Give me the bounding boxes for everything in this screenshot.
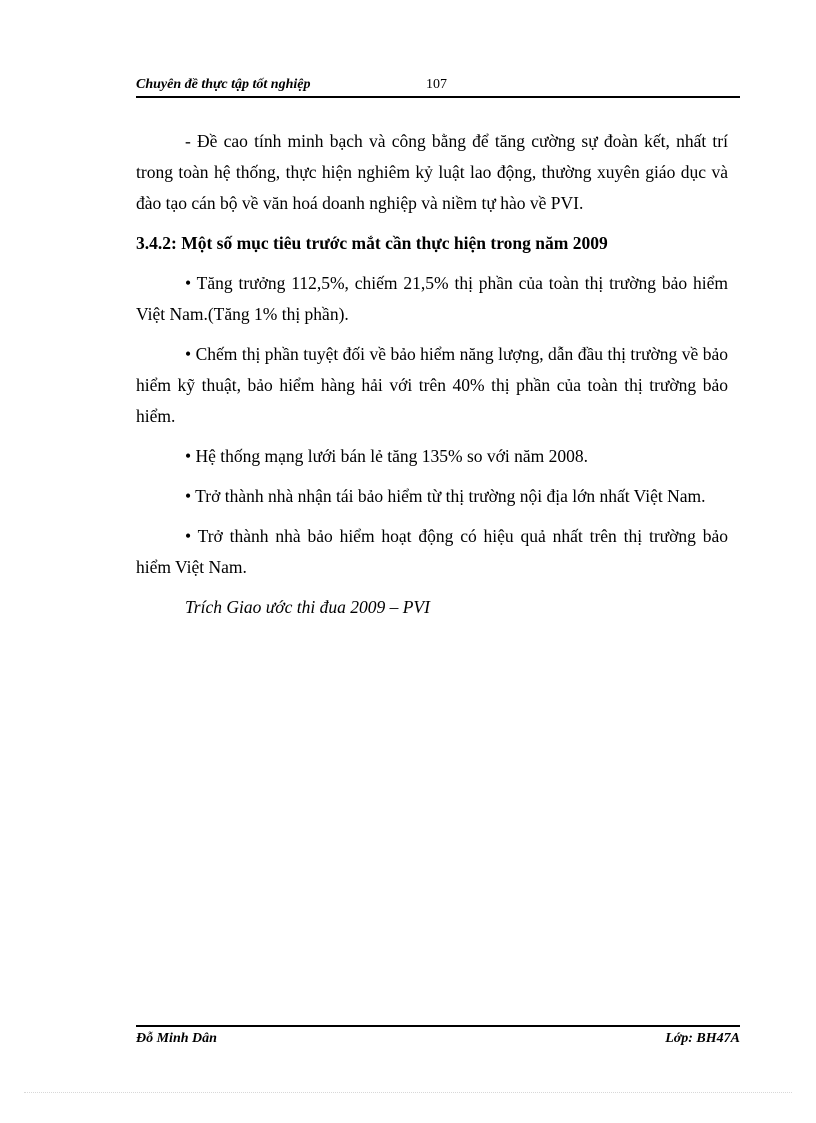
bullet-item: • Chếm thị phần tuyệt đối về bảo hiểm năng lượng, dẫn đầu thị trường về bảo hiểm kỹ thuật, bảo hiểm hàng hải với trên 40% thị phần của toàn thị trường bảo hiểm. — [136, 344, 728, 426]
citation: Trích Giao ước thi đua 2009 – PVI — [185, 597, 430, 617]
bullet-item: • Tăng trưởng 112,5%, chiếm 21,5% thị phần của toàn thị trường bảo hiểm Việt Nam.(Tăng 1% thị phần). — [136, 273, 728, 324]
page-edge-divider — [24, 1092, 792, 1093]
section-heading: 3.4.2: Một số mục tiêu trước mắt cần thực hiện trong năm 2009 — [136, 233, 608, 253]
header-title: Chuyên đề thực tập tốt nghiệp — [136, 77, 311, 92]
document-body — [136, 126, 728, 623]
page-number: 107 — [426, 77, 447, 92]
footer-class: Lớp: BH47A — [665, 1031, 740, 1046]
page-header — [136, 76, 740, 98]
page-footer — [136, 1025, 740, 1047]
bullet-item: • Trở thành nhà nhận tái bảo hiểm từ thị trường nội địa lớn nhất Việt Nam. — [185, 486, 706, 506]
bullet-item: • Hệ thống mạng lưới bán lẻ tăng 135% so với năm 2008. — [185, 446, 589, 466]
bullet-item: • Trở thành nhà bảo hiểm hoạt động có hiệu quả nhất trên thị trường bảo hiểm Việt Nam. — [136, 526, 728, 577]
intro-paragraph: - Đề cao tính minh bạch và công bằng để tăng cường sự đoàn kết, nhất trí trong toàn hệ thống, thực hiện nghiêm kỷ luật lao động, thường xuyên giáo dục và đào tạo cán bộ về văn hoá doanh nghiệp và niềm tự hào về PVI. — [136, 131, 728, 213]
footer-author: Đỗ Minh Dân — [136, 1031, 217, 1046]
